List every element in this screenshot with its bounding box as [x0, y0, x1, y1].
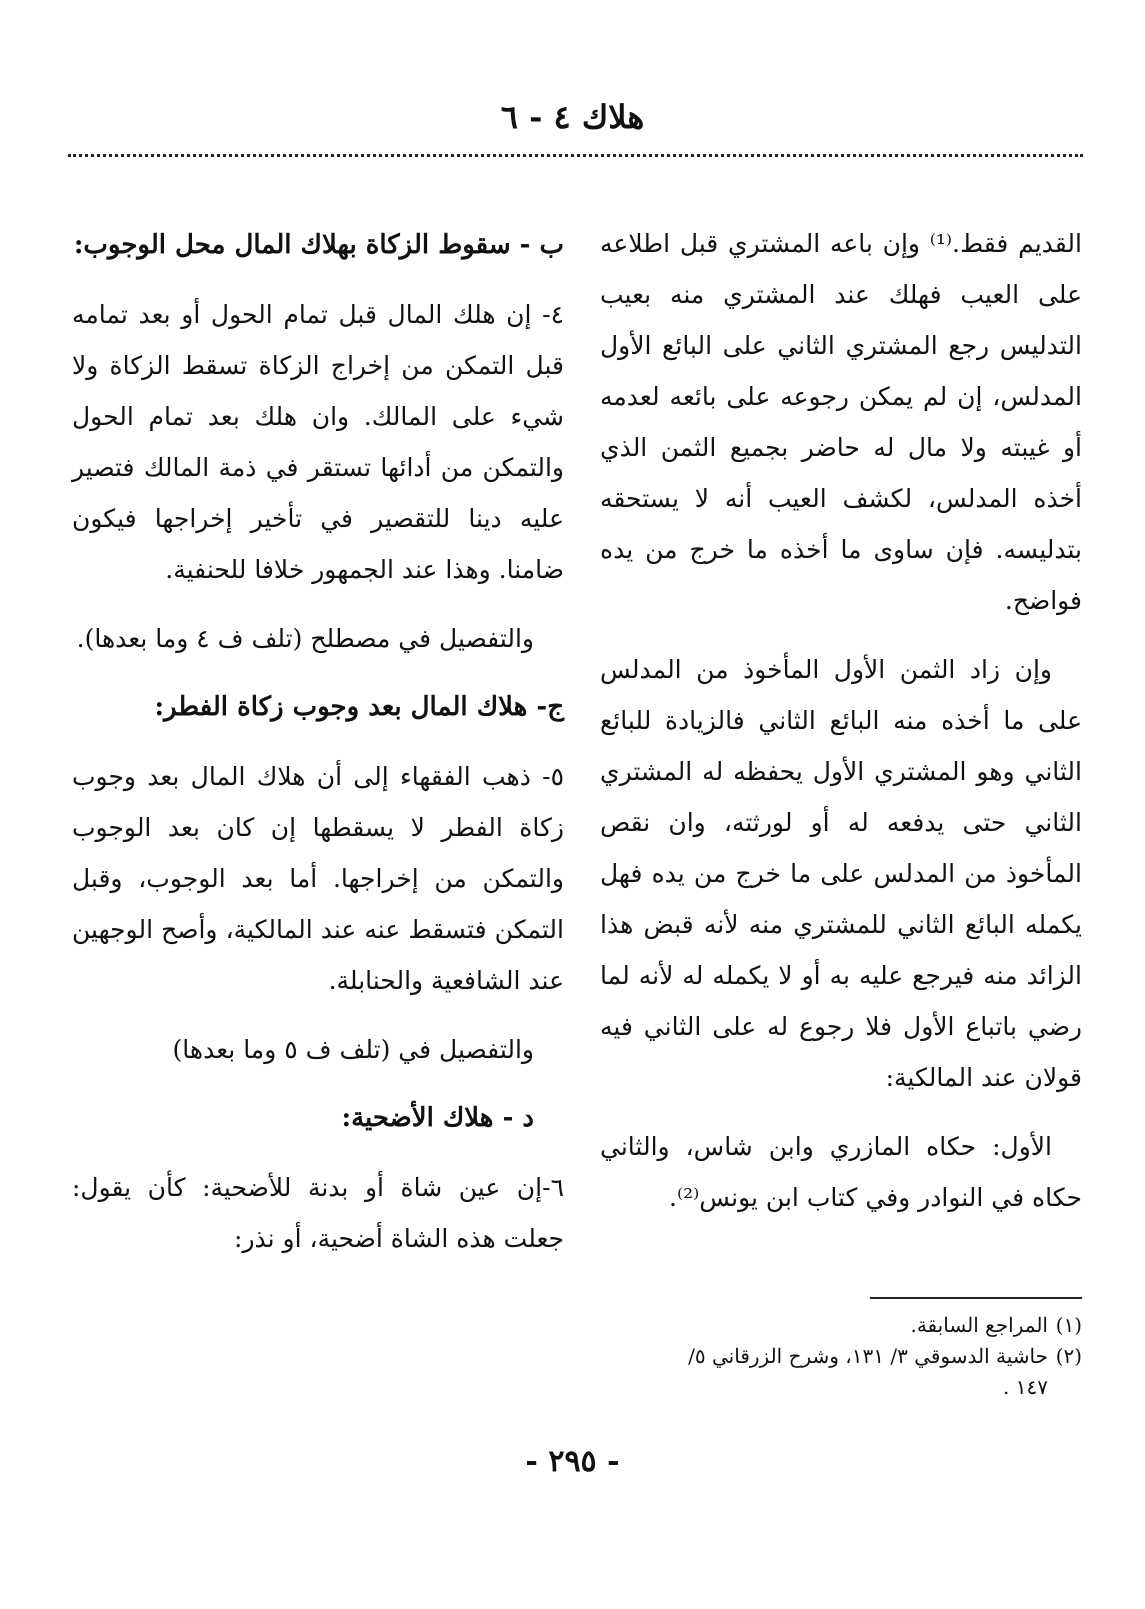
section-heading-zakat: ب - سقوط الزكاة بهلاك المال محل الوجوب: [73, 230, 564, 260]
section-heading-zakat-fitr: ج- هلاك المال بعد وجوب زكاة الفطر: [154, 692, 564, 722]
paragraph-6: ٦-إن عين شاة أو بدنة للأضحية: كأن يقول: جعلت هذه الشاة أضحية، أو نذر: [72, 1173, 564, 1253]
page-number: - ٢٩٥ - [525, 1444, 620, 1479]
header-dotted-rule [68, 154, 1083, 157]
footnote-1-text: المراجع السابقة. [910, 1313, 1048, 1337]
cross-reference-5: والتفصيل في (تلف ف ٥ وما بعدها) [172, 1035, 534, 1064]
section-heading-udhiya: د - هلاك الأضحية: [341, 1103, 534, 1133]
paragraph-5: ٥- ذهب الفقهاء إلى أن هلاك المال بعد وجوب زكاة الفطر لا يسقطها إن كان بعد الوجوب والتمكن من إخراجها. أما بعد الوجوب، وقبل التمكن فتسقط عنه عند المالكية، وأصح الوجهين عند الشافعية والحنابلة. [72, 762, 564, 995]
footnote-2 [600, 1341, 1082, 1372]
footnote-2-number: (٢) [1055, 1344, 1082, 1368]
footnote-2-text: حاشية الدسوقي ٣/ ١٣١، وشرح الزرقاني ٥/ [688, 1344, 1048, 1368]
cross-reference-4: والتفصيل في مصطلح (تلف ف ٤ وما بعدها). [76, 624, 534, 653]
paragraph-hidden-defect: القديم فقط.⁽¹⁾ وإن باعه المشتري قبل اطلاعه على العيب فهلك عند المشتري منه بعيب التدليس رجع المشتري الثاني على البائع الأول المدلس، إن لم يمكن رجوعه على بائعه لعدمه أو غيبته ولا مال له حاضر بجميع الثمن الذي أخذه المدلس، لكشف العيب أنه لا يستحقه بتدليسه. فإن ساوى ما أخذه ما خرج من يده فواضح. [600, 229, 1082, 615]
paragraph-two-opinions: الأول: حكاه المازري وابن شاس، والثاني حكاه في النوادر وفي كتاب ابن يونس⁽²⁾. [600, 1132, 1082, 1212]
running-header: هلاك ٤ - ٦ [500, 98, 645, 136]
left-column [72, 220, 564, 1264]
footnote-2-continuation: ١٤٧ . [1003, 1375, 1048, 1399]
footnote-separator [870, 1297, 1082, 1299]
footnote-1 [600, 1310, 1082, 1341]
footnotes [600, 1310, 1082, 1403]
footnote-1-number: (١) [1055, 1313, 1082, 1337]
right-column [600, 218, 1082, 1223]
paragraph-price-difference: وإن زاد الثمن الأول المأخوذ من المدلس على ما أخذه منه البائع الثاني فالزيادة للبائع الثاني وهو المشتري الأول يحفظه له المشتري الثاني حتى يدفعه له أو لورثته، وان نقص المأخوذ من المدلس على ما خرج من يده فهل يكمله البائع الثاني للمشتري منه لأنه قبض هذا الزائد منه فيرجع عليه به أو لا يكمله له لأنه لما رضي باتباع الأول فلا رجوع له على الثاني فيه قولان عند المالكية: [600, 655, 1082, 1092]
paragraph-4: ٤- إن هلك المال قبل تمام الحول أو بعد تمامه قبل التمكن من إخراج الزكاة تسقط الزكاة ولا شيء على المالك. وان هلك بعد تمام الحول والتمكن من أدائها تستقر في ذمة المالك فتصير عليه دينا للتقصير في تأخير إخراجها فيكون ضامنا. وهذا عند الجمهور خلافا للحنفية. [72, 300, 564, 584]
